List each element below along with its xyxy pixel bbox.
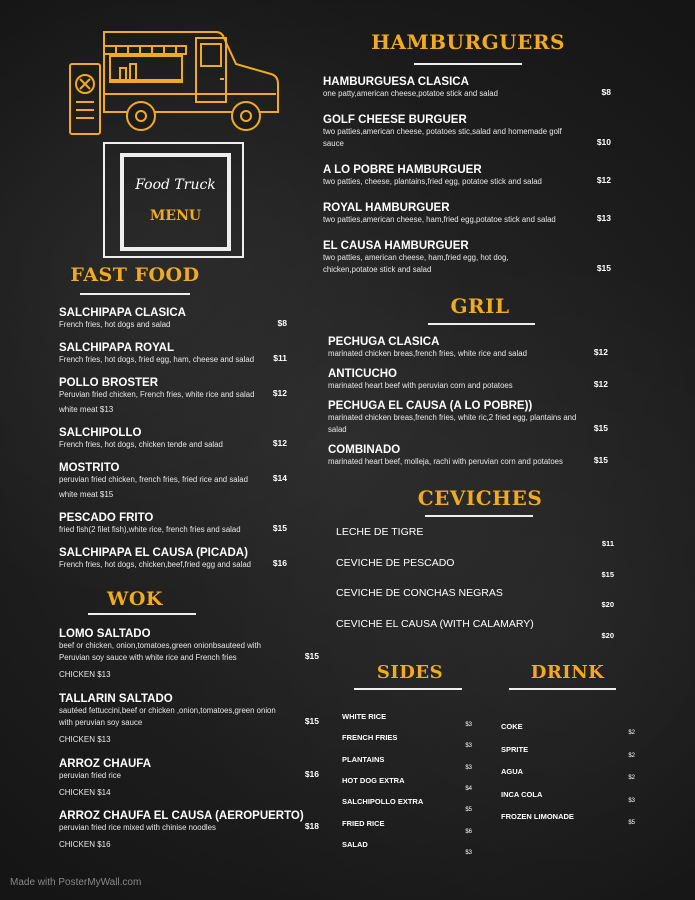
gril-item [328, 336, 608, 360]
item-name: PLANTAINS [342, 754, 385, 764]
side-item [342, 712, 472, 730]
item-description: Peruvian fried chicken, French fries, white rice and salad [59, 390, 255, 399]
item-description: beef or chicken, onion,tomatoes,green onionbsauteed with [59, 641, 261, 650]
item-name: LECHE DE TIGRE [336, 526, 424, 538]
wok-rule [88, 613, 196, 615]
item-desc-row [59, 389, 287, 401]
item-name: COKE [501, 722, 523, 731]
item-description: marinated chicken breas,french fries, white rice and salad [328, 349, 527, 358]
fast-food-item [59, 547, 287, 571]
item-description: Peruvian soy sauce with white rice and French fries [59, 653, 237, 662]
item-extra-price: CHICKEN $14 [59, 788, 111, 797]
item-extra-price: CHICKEN $16 [59, 840, 111, 849]
side-item [342, 840, 472, 858]
item-name: ROYAL HAMBURGUER [323, 202, 450, 214]
item-desc-row [323, 176, 611, 188]
item-price: $8 [277, 318, 287, 328]
item-name: LOMO SALTADO [59, 628, 151, 640]
drink-item [501, 767, 635, 785]
fast-food-item [59, 377, 287, 414]
item-extra-price: white meat $13 [59, 405, 114, 414]
item-desc-row [59, 524, 287, 536]
item-description: with peruvian soy sauce [59, 718, 143, 727]
ceviche-item [336, 557, 614, 581]
item-price: $15 [601, 569, 614, 579]
hamburgers-rule [414, 63, 522, 65]
item-price: $3 [628, 797, 635, 804]
ceviche-item [336, 587, 614, 611]
item-desc-row [59, 652, 319, 664]
drink-item [501, 812, 635, 830]
item-name: SALCHIPAPA ROYAL [59, 342, 175, 354]
item-desc-row [59, 354, 287, 366]
item-name: ARROZ CHAUFA [59, 758, 151, 770]
watermark: Made with PosterMyWall.com [10, 877, 142, 888]
item-desc-row [59, 559, 287, 571]
item-price: $8 [601, 87, 611, 97]
item-description: marinated heart beef with peruvian corn and potatoes [328, 381, 513, 390]
sides-rule [354, 688, 462, 690]
item-name: PESCADO FRITO [59, 512, 154, 524]
item-description: two patties,american cheese, ham,fried egg,potatoe stick and salad [323, 215, 556, 224]
item-description: peruvian fried rice [59, 771, 121, 780]
side-item [342, 797, 472, 815]
item-price: $15 [272, 523, 287, 533]
item-price: $15 [593, 423, 608, 433]
fast-food-item [59, 512, 287, 536]
item-desc-row [328, 424, 608, 436]
item-description: two patties, american cheese, ham,fried egg, hot dog, [323, 253, 509, 262]
drink-item [501, 790, 635, 808]
item-price: $15 [304, 651, 319, 661]
drink-rule [509, 688, 616, 690]
ceviches-heading: CEVICHES [417, 486, 543, 510]
item-price: $2 [628, 752, 635, 759]
item-name: FROZEN LIMONADE [501, 812, 574, 822]
ceviche-item [336, 618, 614, 642]
item-name: INCA COLA [501, 789, 543, 799]
item-desc-row [323, 88, 611, 100]
item-desc-row [59, 717, 319, 729]
item-price: $16 [272, 558, 287, 568]
item-description: salad [328, 425, 347, 434]
item-price: $11 [601, 539, 614, 548]
item-name: CEVICHE DE PESCADO [336, 556, 455, 569]
item-name: PECHUGA CLASICA [328, 336, 440, 348]
item-name: AGUA [501, 767, 524, 777]
item-price: $3 [465, 743, 472, 750]
item-price: $5 [465, 807, 472, 814]
gril-item [328, 400, 608, 436]
item-price: $6 [465, 828, 472, 835]
wok-heading: WOK [107, 588, 163, 610]
item-desc-row [59, 770, 319, 782]
side-item [342, 776, 472, 794]
item-description: marinated heart beef, molleja, rachi with peruvian corn and potatoes [328, 457, 563, 466]
fast-food-rule [80, 293, 190, 295]
item-desc-row [323, 138, 611, 150]
item-name: CEVICHE EL CAUSA (WITH CALAMARY) [336, 617, 534, 630]
item-desc-row [59, 439, 287, 451]
item-name: ANTICUCHO [328, 368, 397, 380]
hamburger-item [323, 114, 611, 150]
item-price: $20 [601, 600, 614, 609]
item-price: $18 [304, 821, 319, 831]
item-name: SALCHIPAPA CLASICA [59, 307, 186, 319]
item-name: ARROZ CHAUFA EL CAUSA (AEROPUERTO) [59, 810, 304, 822]
item-price: $15 [596, 263, 611, 273]
item-desc-row [328, 456, 608, 468]
logo-menu-text: MENU [149, 208, 202, 224]
item-desc-row [328, 380, 608, 392]
item-price: $14 [272, 473, 287, 483]
ceviches-rule [425, 515, 533, 517]
item-name: FRIED RICE [342, 818, 385, 828]
ceviche-item [336, 526, 614, 550]
fast-food-heading: FAST FOOD [70, 264, 200, 286]
side-item [342, 819, 472, 837]
item-name: HAMBURGUESA CLASICA [323, 76, 469, 88]
item-price: $11 [273, 353, 287, 363]
item-price: $12 [596, 175, 611, 185]
item-description: one patty,american cheese,potatoe stick and salad [323, 89, 498, 98]
item-price: $3 [465, 849, 472, 856]
fast-food-item [59, 342, 287, 366]
item-name: COMBINADO [328, 444, 401, 456]
item-name: PECHUGA EL CAUSA (A LO POBRE)) [328, 400, 533, 412]
hamburger-item [323, 164, 611, 188]
hamburger-item [323, 240, 611, 276]
item-name: FRENCH FRIES [342, 733, 398, 743]
sides-heading: SIDES [376, 662, 444, 683]
logo-frame [103, 142, 244, 258]
gril-rule [428, 323, 535, 325]
item-description: French fries, hot dogs, chicken tende and salad [59, 440, 223, 449]
item-price: $15 [304, 716, 319, 726]
fast-food-item [59, 307, 287, 331]
item-description: French fries, hot dogs and salad [59, 320, 171, 329]
item-desc-row [59, 319, 287, 331]
hamburger-item [323, 202, 611, 226]
item-description: sautéed fettuccini,beef or chicken ,onion,tomatoes,green onion [59, 706, 276, 715]
item-price: $12 [593, 379, 608, 389]
item-name: SALCHIPAPA EL CAUSA (PICADA) [59, 547, 248, 559]
food-truck-illustration [66, 24, 286, 140]
item-description: fried fish(2 filet fish),white rice, french fries and salad [59, 525, 241, 534]
item-name: POLLO BROSTER [59, 377, 159, 389]
item-name: HOT DOG EXTRA [342, 775, 405, 785]
item-extra-price: CHICKEN $13 [59, 670, 111, 679]
wok-item [59, 628, 319, 679]
item-price: $12 [272, 388, 287, 398]
item-name: CEVICHE DE CONCHAS NEGRAS [336, 587, 503, 599]
wok-item [59, 810, 319, 849]
item-name: SPRITE [501, 744, 529, 754]
item-description: chicken,potatoe stick and salad [323, 265, 432, 274]
item-price: $12 [272, 438, 287, 448]
item-extra-price: CHICKEN $13 [59, 735, 111, 744]
item-name: SALCHIPOLLO EXTRA [342, 797, 424, 807]
gril-heading: GRIL [450, 294, 510, 318]
item-description: French fries, hot dogs, fried egg, ham, cheese and salad [59, 355, 255, 364]
item-price: $3 [465, 764, 472, 771]
item-price: $2 [628, 775, 635, 782]
drink-heading: DRINK [530, 662, 605, 683]
item-desc-row [323, 214, 611, 226]
item-description: French fries, hot dogs, chicken,beef,fried egg and salad [59, 560, 252, 569]
drink-item [501, 745, 635, 763]
logo-inner-frame [120, 153, 231, 251]
item-description: two patties,american cheese, potatoes stic,salad and homemade golf [323, 127, 562, 136]
drink-item [501, 722, 635, 740]
item-name: A LO POBRE HAMBURGUER [323, 164, 482, 176]
hamburger-item [323, 76, 611, 100]
item-price: $16 [304, 769, 319, 779]
item-price: $3 [465, 722, 472, 728]
item-description: two patties, cheese, plantains,fried egg, potatoe stick and salad [323, 177, 542, 186]
item-name: MOSTRITO [59, 462, 120, 474]
item-description: sauce [323, 139, 344, 148]
item-extra-price: white meat $15 [59, 490, 114, 499]
item-name: SALAD [342, 839, 368, 849]
gril-item [328, 368, 608, 392]
side-item [342, 755, 472, 773]
logo-script-text: Food Truck [135, 177, 216, 193]
item-description: peruvian fried rice mixed with chinise noodles [59, 823, 216, 832]
gril-item [328, 444, 608, 468]
item-desc-row [59, 822, 319, 834]
item-price: $15 [593, 455, 608, 465]
wok-item [59, 693, 319, 744]
item-name: EL CAUSA HAMBURGUER [323, 240, 469, 252]
item-name: GOLF CHEESE BURGUER [323, 114, 467, 126]
item-name: WHITE RICE [342, 712, 387, 721]
item-price: $5 [628, 820, 635, 827]
item-price: $10 [596, 137, 611, 147]
hamburgers-heading: HAMBURGUERS [371, 30, 565, 54]
item-description: peruvian fried chicken, french fries, fried rice and salad [59, 475, 248, 484]
item-name: TALLARIN SALTADO [59, 693, 173, 705]
item-desc-row [328, 348, 608, 360]
item-price: $2 [628, 730, 635, 736]
item-desc-row [59, 474, 287, 486]
side-item [342, 733, 472, 751]
item-price: $12 [593, 347, 608, 357]
item-description: marinated chicken breas,french fries, white ric,2 fried egg, plantains and [328, 413, 577, 422]
item-price: $4 [465, 785, 472, 792]
item-desc-row [323, 264, 611, 276]
fast-food-item [59, 427, 287, 451]
item-price: $20 [601, 630, 614, 640]
item-name: SALCHIPOLLO [59, 427, 142, 439]
wok-item [59, 758, 319, 797]
fast-food-item [59, 462, 287, 499]
item-price: $13 [596, 213, 611, 223]
